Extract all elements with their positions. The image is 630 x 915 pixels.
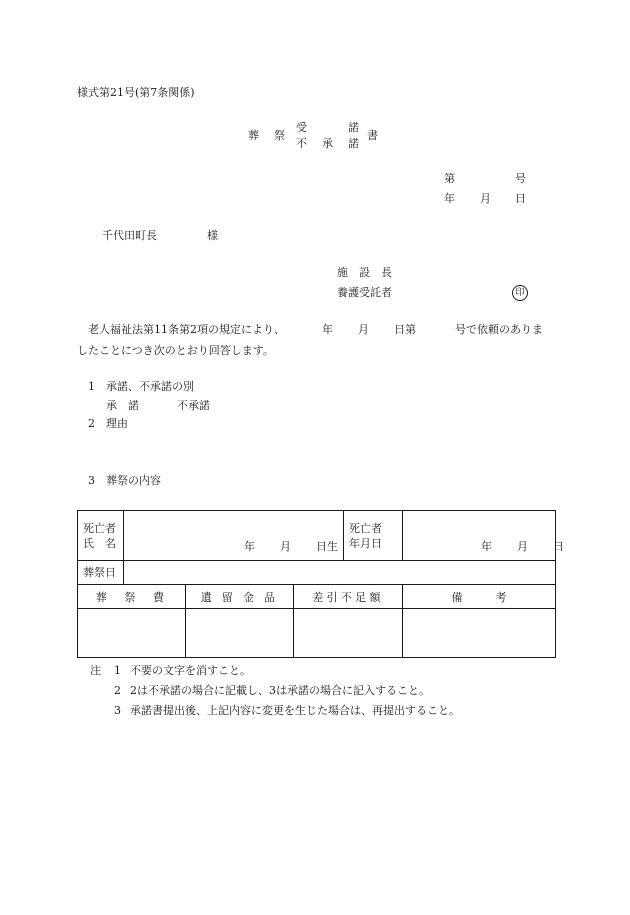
deceased-name-field[interactable]	[124, 511, 344, 561]
form-number: 様式第21号(第7条関係)	[77, 86, 195, 99]
death-date-field[interactable]	[403, 511, 565, 561]
note2-text: 2は不承諾の場合に記載し、3は承諾の場合に記入すること。	[130, 684, 430, 697]
item3-label: 葬祭の内容	[106, 474, 161, 487]
title-option-reject: 不 承 諾	[296, 137, 361, 150]
deceased-name-label-line1: 死亡者	[83, 521, 116, 535]
death-month: 月	[517, 540, 529, 553]
birth-year: 年	[244, 540, 255, 553]
doc-date-year: 年	[444, 192, 455, 205]
birth-day: 日生	[316, 540, 338, 553]
funeral-date-field[interactable]	[124, 561, 556, 585]
title-option-accept: 受 諾	[296, 121, 361, 134]
body-text-start: 老人福祉法第11条第2項の規定により、	[88, 323, 285, 336]
death-date-label	[344, 511, 403, 561]
body-year: 年	[322, 323, 333, 336]
birth-month: 月	[280, 540, 291, 553]
body-day: 日第	[394, 323, 416, 336]
body-month: 月	[358, 323, 369, 336]
col-shortfall: 差引不足額	[294, 585, 403, 609]
remarks-field[interactable]	[403, 609, 556, 658]
note1-text: 不要の文字を消すこと。	[130, 664, 251, 677]
funeral-content-table	[77, 510, 565, 658]
item3-number: 3	[88, 474, 95, 487]
col-remarks: 備 考	[403, 585, 556, 609]
col-funeral-cost: 葬 祭 費	[78, 585, 186, 609]
sender-care-contractor: 養護受託者	[337, 286, 392, 299]
doc-number-suffix: 号	[515, 172, 526, 185]
title-left: 葬 祭	[248, 129, 287, 142]
sender-facility-head: 施 設 長	[337, 266, 392, 279]
addressee-name: 千代田町長	[102, 229, 157, 242]
note3-text: 承諾書提出後、上記内容に変更を生じた場合は、再提出すること。	[130, 704, 460, 717]
deceased-name-label	[78, 511, 124, 561]
body-text-line2: したことにつき次のとおり回答します。	[77, 344, 274, 357]
seal-mark: 印	[512, 285, 528, 301]
item2-number: 2	[88, 417, 95, 430]
death-date-label-line2: 年月日	[349, 536, 383, 550]
deceased-name-label-line2: 氏 名	[83, 536, 116, 550]
death-date-label-line1: 死亡者	[349, 521, 383, 535]
body-text-end: 号で依頼のありま	[455, 323, 543, 336]
col-remaining-property: 遺 留 金 品	[186, 585, 294, 609]
item1-label: 承諾、不承諾の別	[106, 380, 194, 393]
note3-number: 3	[114, 704, 121, 717]
funeral-date-label: 葬祭日	[78, 561, 124, 585]
funeral-cost-field[interactable]	[78, 609, 186, 658]
title-suffix: 書	[367, 129, 378, 142]
addressee-honorific: 様	[207, 229, 218, 242]
death-day: 日	[553, 540, 565, 553]
note2-number: 2	[114, 684, 121, 697]
notes-prefix: 注	[90, 664, 101, 677]
shortfall-field[interactable]	[294, 609, 403, 658]
item1-number: 1	[88, 380, 95, 393]
note1-number: 1	[114, 664, 121, 677]
item2-label: 理由	[106, 417, 128, 430]
remaining-property-field[interactable]	[186, 609, 294, 658]
doc-date-month: 月	[480, 192, 491, 205]
doc-date-day: 日	[515, 192, 526, 205]
item1-option-accept: 承 諾	[106, 399, 139, 412]
death-year: 年	[481, 540, 493, 553]
doc-number-prefix: 第	[444, 172, 455, 185]
item1-option-reject: 不承諾	[177, 399, 210, 412]
